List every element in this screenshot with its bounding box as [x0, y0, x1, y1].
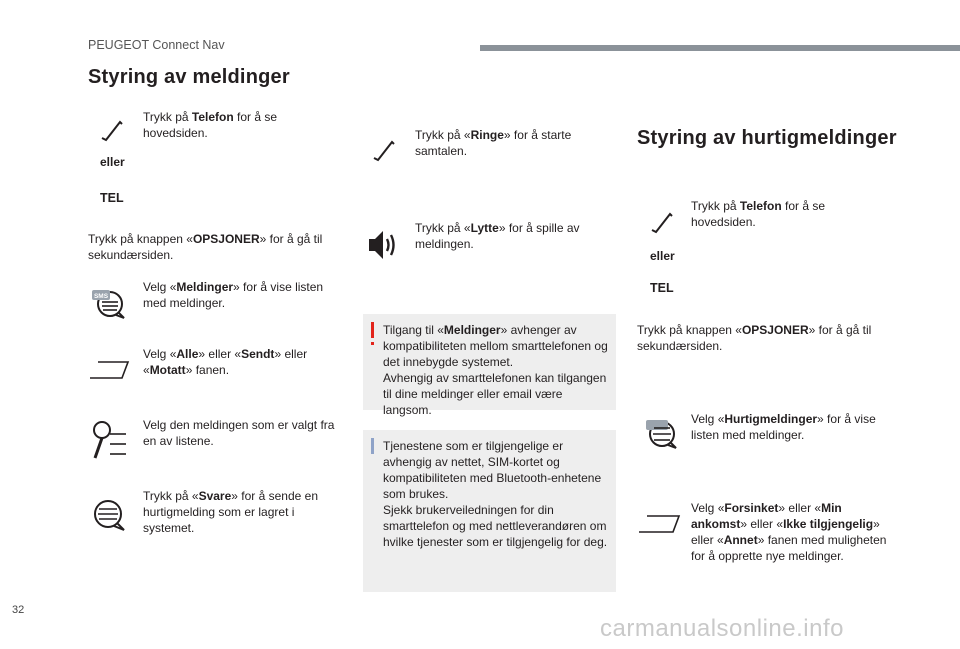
left-step1-text: Trykk på Telefon for å se hovedsiden. — [143, 110, 278, 140]
right-step2-text: Trykk på knappen «OPSJONER» for å gå til sekundærsiden. — [637, 323, 872, 353]
info-i-icon — [371, 438, 374, 454]
info-box — [363, 430, 616, 592]
warning-box — [363, 314, 616, 417]
info-text: Tjenestene som er tilgjengelige er avhengig av nettet, SIM-kortet og kompatibiliteten med Bluetooth-enhetene som brukes. Sjekk brukerveiledningen for din smarttelefon og med nettleverandøren om hvilke tjenester som er tilgjengelig for deg. — [383, 439, 608, 549]
warning-exclamation-dot — [371, 342, 374, 345]
page-number: 32 — [12, 604, 25, 616]
phone-icon-right — [650, 210, 674, 234]
phone-icon — [100, 118, 124, 142]
call-phone-icon — [372, 138, 396, 162]
right-step3-text: Velg «Hurtigmeldinger» for å vise listen med meldinger. — [691, 412, 876, 442]
right-title: Styring av hurtigmeldinger — [637, 127, 897, 149]
tab-icon — [88, 360, 132, 380]
sms-icon-text: SMS — [93, 293, 109, 300]
sms-message-icon — [88, 288, 128, 320]
left-tel-label: TEL — [100, 191, 124, 205]
watermark: carmanualsonline.info — [600, 615, 844, 642]
left-step6-text: Trykk på «Svare» for å sende en hurtigmelding som er lagret i systemet. — [143, 489, 319, 535]
right-step4-text: Velg «Forsinket» eller «Min ankomst» eller «Ikke tilgjengelig» eller «Annet» fanen med muligheten for å opprette nye meldinger. — [691, 501, 887, 563]
left-step5-text: Velg den meldingen som er valgt fra en av listene. — [143, 418, 335, 448]
warning-exclamation-icon — [371, 322, 374, 338]
warning-text: Tilgang til «Meldinger» avhenger av kompatibiliteten mellom smarttelefonen og det innebygde systemet. Avhengig av smarttelefonen kan tilgangen til dine meldinger eller email være langsom. — [383, 323, 608, 417]
left-step4-text: Velg «Alle» eller «Sendt» eller «Motatt» fanen. — [143, 347, 308, 377]
left-or-label: eller — [100, 155, 125, 169]
header-brand: PEUGEOT Connect Nav — [88, 38, 225, 52]
right-tel-label: TEL — [650, 281, 674, 295]
right-step1-text: Trykk på Telefon for å se hovedsiden. — [691, 199, 826, 229]
left-step3-text: Velg «Meldinger» for å vise listen med meldinger. — [143, 280, 324, 310]
middle-step1-text: Trykk på «Ringe» for å starte samtalen. — [415, 128, 572, 158]
reply-message-icon — [88, 498, 128, 532]
header-bar — [480, 45, 960, 51]
tab-icon-right — [637, 514, 683, 534]
middle-step2-text: Trykk på «Lytte» for å spille av meldingen. — [415, 221, 580, 251]
speaker-icon — [366, 228, 402, 262]
left-step2-text: Trykk på knappen «OPSJONER» for å gå til sekundærsiden. — [88, 232, 323, 262]
right-or-label: eller — [650, 249, 675, 263]
list-select-icon — [92, 420, 130, 460]
left-title: Styring av meldinger — [88, 66, 290, 88]
quick-message-icon — [640, 418, 682, 452]
